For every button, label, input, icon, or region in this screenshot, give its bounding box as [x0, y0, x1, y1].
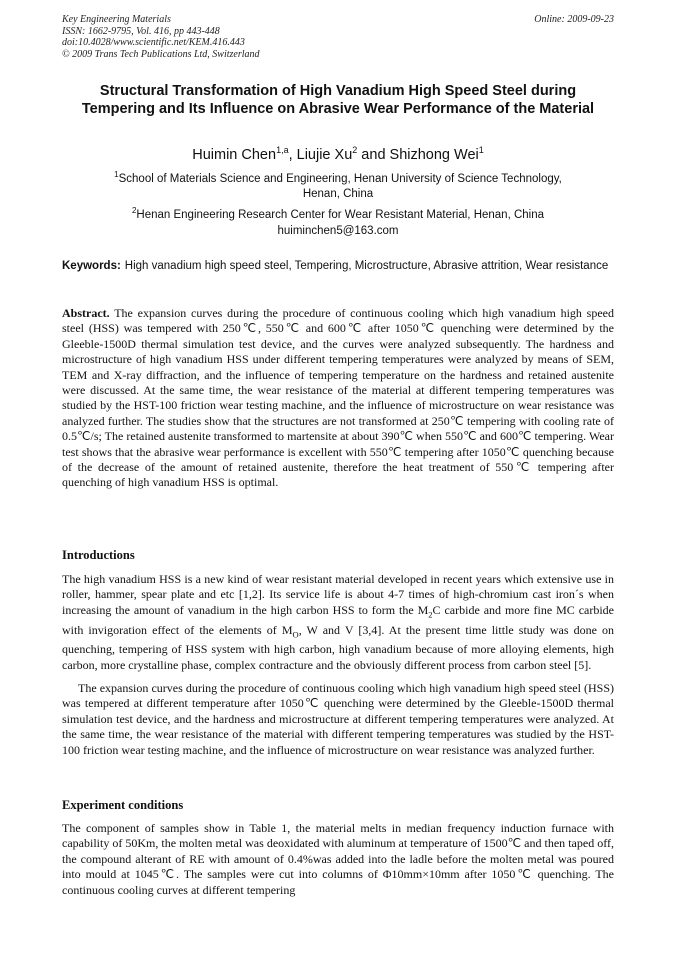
copyright-line: © 2009 Trans Tech Publications Ltd, Switzerland	[62, 48, 260, 60]
author-affil-sup: 2	[352, 145, 358, 155]
subscript: O	[292, 629, 299, 639]
affiliation-text: Henan, China	[302, 188, 374, 201]
keywords-block	[62, 259, 614, 275]
intro-text: C carbide and more fine MC carbide with invigoration effect of the elements of M	[62, 602, 615, 637]
journal-header	[62, 14, 614, 60]
paper-title: Structural Transformation of High Vanadium High Speed Steel during Tempering and Its Influence on Abrasive Wear Performance of the Material	[81, 83, 595, 117]
keywords-text: High vanadium high speed steel, Tempering, Microstructure, Abrasive attrition, Wear resistance	[124, 260, 609, 272]
journal-name: Key Engineering Materials	[62, 14, 171, 25]
subscript: 2	[428, 609, 433, 620]
author-separator: and	[357, 146, 390, 163]
intro-text: The high vanadium HSS is a new kind of wear resistant material developed in recent years which extensive use in roller, hammer, spear plate and etc [1,2]. Its service life is about 4-7 times of high-chromium cast iron´s when increasing the amount of vanadium in the high carbon HSS to form the M	[62, 572, 614, 617]
intro-text: , W and V [3,4]. At the present time little study was done on quenching, tempering of HSS system with high carbon, high vanadium because of more alloying elements, high carbon, more crystalline phase, complex contracture and the obviously different process from carbon steel [5].	[62, 622, 614, 672]
affiliation-text: Henan Engineering Research Center for Wear Resistant Material, Henan, China	[136, 208, 545, 221]
experiment-paragraph-1: The component of samples show in Table 1, the material melts in median frequency induction furnace with capability of 50Km, the molten metal was deoxidated with aluminum at temperature of 1500℃ and then taped off, the compound alterant of RE with amount of 0.4%was added into the ladle before the molten metal was poured into mould at 1045℃. The samples were cut into columns of Φ10mm×10mm after 1050℃ quenching. The continuous cooling curves at different tempering	[62, 821, 614, 897]
abstract-text: The expansion curves during the procedure of continuous cooling which high vanadium high speed steel (HSS) was tempered with 250℃, 550℃ and 600℃ after 1050℃ quenching were determined by the Gleeble-1500D thermal simulation test device, and the curves were analyzed subsequently. The hardness and microstructure of high vanadium HSS under different tempering temperatures were analyzed by means of SEM, TEM and X-ray diffraction, and the influence of tempering temperature on the hardness and retained austenite were discussed. At the same time, the wear resistance of the material at different tempering temperatures was studied by the HST-100 friction wear testing machine, and the influence of microstructure on wear resistance was analyzed further. The studies show that the structures are not transformed at 250℃ tempering with cooling rate of 0.5℃/s; The retained austenite transformed to martensite at about 390℃ when 550℃ and 600℃ tempering. Wear test shows that the abrasive wear performance is excellent with 550℃ tempering after 1050℃ quenching because of the decrease of the amount of retained austenite, therefore the heat treatment of 550℃ tempering after quenching of high vanadium HSS is optimal.	[62, 306, 614, 490]
affiliation-sup: 2	[131, 206, 137, 215]
affiliation-sup: 1	[114, 170, 119, 179]
author-name: Shizhong Wei	[389, 146, 479, 163]
keywords-label: Keywords:	[62, 260, 121, 272]
author-affil-sup: 1,a	[276, 145, 289, 155]
author-affil-sup: 1	[478, 145, 484, 155]
affiliation-1	[62, 167, 614, 203]
abstract-label: Abstract.	[62, 306, 110, 320]
author-name: Huimin Chen	[192, 146, 277, 163]
section-heading-introductions: Introductions	[62, 548, 135, 562]
author-separator: ,	[288, 146, 297, 163]
affiliation-2	[62, 203, 614, 223]
issn-line: ISSN: 1662-9795, Vol. 416, pp 443-448	[62, 25, 220, 37]
online-date: Online: 2009-09-23	[534, 14, 614, 25]
intro-paragraph-1	[62, 572, 614, 673]
doi-line: doi:10.4028/www.scientific.net/KEM.416.443	[62, 37, 245, 48]
intro-paragraph-2: The expansion curves during the procedure of continuous cooling which high vanadium high speed steel (HSS) was tempered at different temperature after 1050℃ quenching were determined by the Gleeble-1500D thermal simulation test device, and the hardness and microstructure at different tempering temperatures were analyzed. At the same time, the wear resistance of the material with different tempering temperatures was studied by the HST-100 friction wear testing machine, and the influence of microstructure on wear resistance was analyzed further.	[62, 681, 614, 757]
affiliation-text: School of Materials Science and Engineering, Henan University of Science Technology,	[118, 172, 562, 185]
author-email[interactable]: huiminchen5@163.com	[277, 225, 399, 237]
section-heading-experiment: Experiment conditions	[62, 798, 184, 812]
author-list	[62, 140, 614, 165]
abstract	[62, 306, 614, 491]
author-name: Liujie Xu	[296, 146, 353, 163]
